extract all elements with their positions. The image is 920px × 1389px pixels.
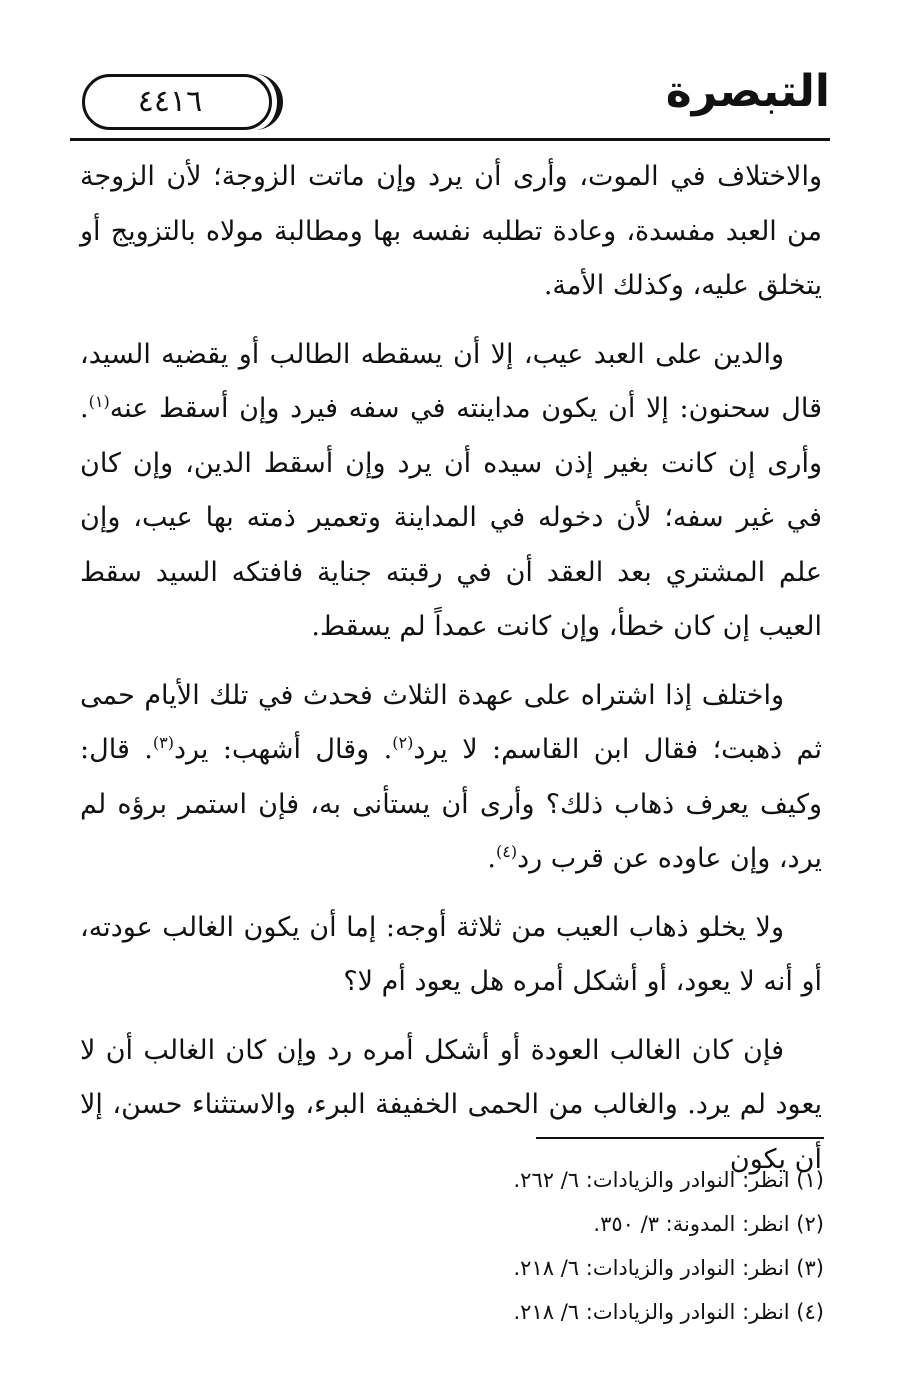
footnotes xyxy=(224,1158,824,1334)
paragraph-text: والدين على العبد عيب، إلا أن يسقطه الطالب أو يقضيه السيد، قال سحنون: إلا أن يكون مداينته في سفه فيرد وإن أسقط عنه xyxy=(80,338,822,424)
paragraph-4 xyxy=(80,901,822,1010)
paragraph-text: . قال: وكيف يعرف ذهاب ذلك؟ وأرى أن يستأنى به، فإن استمر برؤه لم يرد، وإن عاوده عن قرب رد xyxy=(80,734,822,874)
paragraph-2 xyxy=(80,328,822,655)
page-header xyxy=(70,56,830,136)
book-title: التبصرة xyxy=(665,66,830,117)
page-number: ٤٤١٦ xyxy=(137,84,203,119)
paragraph-text: . وقال أشهب: يرد xyxy=(173,734,393,765)
paragraph-text: . xyxy=(487,843,496,874)
paragraph-1 xyxy=(80,150,822,314)
header-rule xyxy=(70,138,830,141)
paragraph-3 xyxy=(80,669,822,887)
footnote-separator xyxy=(536,1137,824,1139)
main-text xyxy=(80,150,822,1201)
footnote-3: (٣) انظر: النوادر والزيادات: ٦/ ٢١٨. xyxy=(513,1256,824,1280)
footnote-ref-3: (٣) xyxy=(152,733,174,752)
paragraph-text: واختلف إذا اشتراه على عهدة الثلاث فحدث في تلك الأيام حمى ثم ذهبت؛ فقال ابن القاسم: لا يرد xyxy=(80,679,822,765)
paragraph-text: فإن كان الغالب العودة أو أشكل أمره رد وإن كان الغالب أن لا يعود لم يرد. والغالب من الحمى الخفيفة البرء، والاستثناء حسن، إلا أن يكون xyxy=(80,1034,822,1175)
footnote-1: (١) انظر: النوادر والزيادات: ٦/ ٢٦٢. xyxy=(513,1168,824,1192)
footnote-ref-1: (١) xyxy=(88,392,110,411)
paragraph-text: ولا يخلو ذهاب العيب من ثلاثة أوجه: إما أن يكون الغالب عودته، أو أنه لا يعود، أو أشكل أمره هل يعود أم لا؟ xyxy=(80,911,822,997)
paragraph-text: والاختلاف في الموت، وأرى أن يرد وإن ماتت الزوجة؛ لأن الزوجة من العبد مفسدة، وعادة تطلبه نفسه بها ومطالبة مولاه بالتزويج أو يتخلق عليه، وكذلك الأمة. xyxy=(80,161,822,301)
footnote-ref-4: (٤) xyxy=(495,842,518,861)
footnote-2: (٢) انظر: المدونة: ٣/ ٣٥٠. xyxy=(593,1212,824,1236)
paragraph-text: . وأرى إن كانت بغير إذن سيده أن يرد وإن أسقط الدين، وإن كان في غير سفه؛ لأن دخوله في المداينة وتعمير ذمته بها عيب، وإن علم المشتري بعد العقد أن في رقبته جناية فافتكه السيد سقط العيب إن كان خطأ، وإن كانت عمداً لم يسقط. xyxy=(80,393,822,642)
page-number-frame xyxy=(82,74,272,130)
footnote-ref-2: (٢) xyxy=(392,733,414,752)
footnote-4: (٤) انظر: النوادر والزيادات: ٦/ ٢١٨. xyxy=(513,1300,824,1324)
